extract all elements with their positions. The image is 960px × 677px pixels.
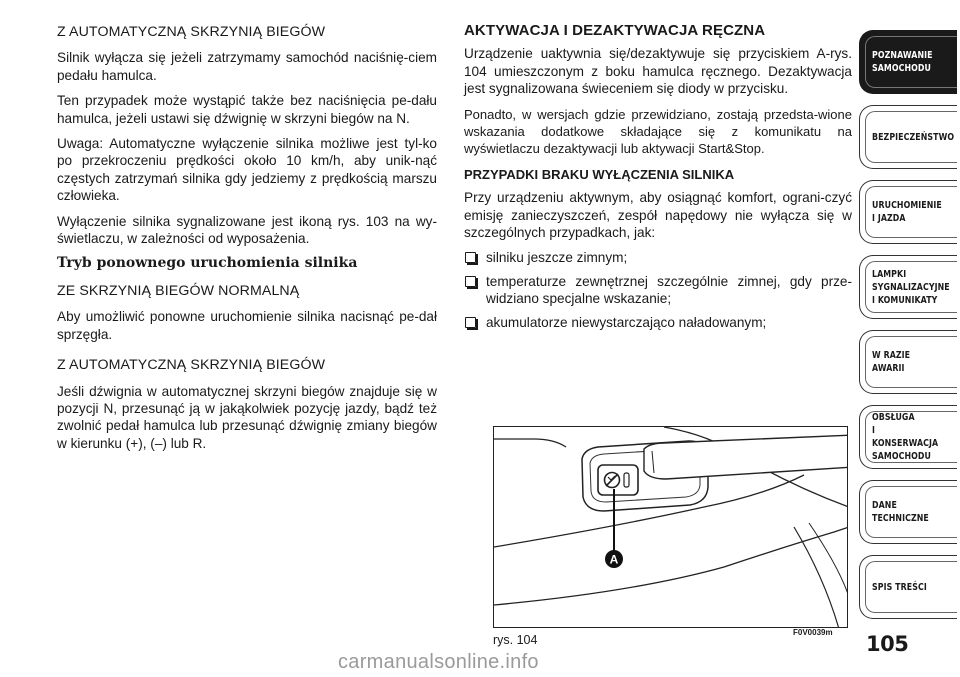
callout-label: A — [609, 552, 619, 567]
subheading-automatic: Z AUTOMATYCZNĄ SKRZYNIĄ BIEGÓW — [57, 24, 326, 40]
tab-spis-tresci[interactable]: SPIS TREŚCI — [859, 555, 957, 619]
figure-start-stop-button — [493, 426, 848, 628]
tab-bezpieczenstwo[interactable]: BEZPIECZEŃSTWO — [859, 105, 957, 169]
list-item: akumulatorze niewystarczająco naładowanym; — [464, 314, 852, 331]
checkbox-bullet-icon — [465, 276, 476, 287]
subheading-manual: ZE SKRZYNIĄ BIEGÓW NORMALNĄ — [57, 282, 300, 299]
tab-dane-techniczne[interactable]: DANE TECHNICZNE — [859, 480, 957, 544]
list-item: silniku jeszcze zimnym; — [464, 249, 852, 266]
paragraph: Przy urządzeniu aktywnym, aby osiągnąć komfort, ograni-czyć emisję zanieczyszczeń, zespół napędowy nie wyłącza się w szczególnych przypadkach, jak: — [464, 190, 852, 241]
list-item: temperaturze zewnętrznej szczególnie zimnej, gdy prze-widziano specjalne wskazanie; — [464, 273, 852, 308]
paragraph: Ponadto, w wersjach gdzie przewidziano, zostają przedsta-wione wskazania dodatkowe składające się z komunikatu na wyświetlaczu dezaktywacji lub aktywacji Start&Stop. — [464, 106, 852, 157]
paragraph: Silnik wyłącza się jeżeli zatrzymamy samochód naciśnię-ciem pedału hamulca. — [57, 50, 437, 83]
tab-w-razie-awarii[interactable]: W RAZIE AWARII — [859, 330, 957, 394]
tab-lampki-sygnalizacyjne[interactable]: LAMPKI SYGNALIZACYJNE I KOMUNIKATY — [859, 255, 957, 319]
paragraph: Jeśli dźwignia w automatycznej skrzyni biegów znajduje się w pozycji N, przesunąć ją w jakąkolwiek pozycję jazdy, bądź też zwolnić pedał hamulca lub przesunąć dźwignię zmiany biegów w kierunku (+), (–) lub R. — [57, 383, 437, 451]
watermark: carmanualsonline.info — [338, 651, 539, 673]
heading-manual-activation: AKTYWACJA I DEZAKTYWACJA RĘCZNA — [464, 22, 766, 39]
checkbox-bullet-icon — [465, 317, 476, 328]
paragraph: Ten przypadek może wystąpić także bez naciśnięcia pe-dału hamulca, jeżeli ustawi się dźwignię w skrzyni biegów na N. — [57, 93, 437, 126]
heading-restart-mode: Tryb ponownego uruchomienia silnika — [57, 255, 358, 272]
heading-no-shutdown-cases: PRZYPADKI BRAKU WYŁĄCZENIA SILNIKA — [464, 166, 735, 182]
paragraph: Wyłączenie silnika sygnalizowane jest ikoną rys. 103 na wy-świetlaczu, w zależności od wyposażenia. — [57, 213, 437, 247]
subheading-automatic-2: Z AUTOMATYCZNĄ SKRZYNIĄ BIEGÓW — [57, 357, 326, 374]
bullet-list — [464, 249, 852, 331]
left-column — [57, 22, 437, 460]
chapter-tabs — [859, 30, 960, 630]
tab-poznawanie-samochodu[interactable]: POZNAWANIE SAMOCHODU — [859, 30, 957, 94]
paragraph: Uwaga: Automatyczne wyłączenie silnika możliwe jest tyl-ko po przekroczeniu prędkości około 10 km/h, aby unik-nąć częstych zatrzymań silnika gdy jedziemy z prędkością marszu człowieka. — [57, 136, 437, 204]
tab-uruchomienie-i-jazda[interactable]: URUCHOMIENIE I JAZDA — [859, 180, 957, 244]
right-column — [464, 22, 852, 337]
paragraph: Urządzenie uaktywnia się/dezaktywuje się przyciskiem A-rys. 104 umieszczonym z boku hamulca ręcznego. Dezaktywacja jest sygnalizowana świeceniem się diody w przycisku. — [464, 46, 852, 97]
checkbox-bullet-icon — [465, 252, 476, 263]
tab-obsluga-i-konserwacja[interactable]: OBSŁUGA I KONSERWACJA SAMOCHODU — [859, 405, 957, 469]
paragraph: Aby umożliwić ponowne uruchomienie silnika nacisnąć pe-dał sprzęgła. — [57, 309, 437, 342]
start-stop-button-illustration — [494, 427, 848, 628]
figure-caption: rys. 104 — [493, 633, 538, 647]
figure-code: F0V0039m — [793, 628, 833, 637]
page-number: 105 — [866, 632, 909, 656]
